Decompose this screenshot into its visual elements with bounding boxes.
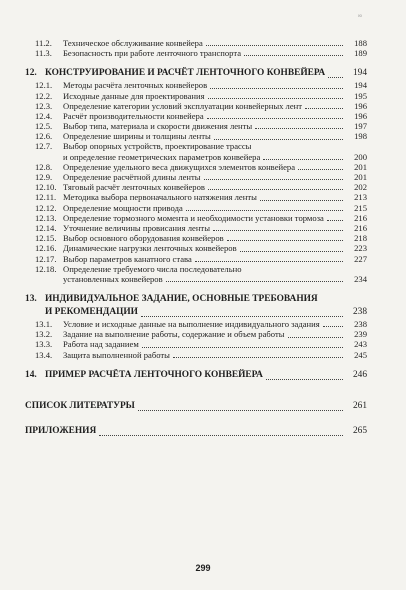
entry-page: 196: [354, 100, 367, 111]
entry-number: 12.3.: [35, 100, 53, 111]
entry-page: 216: [354, 212, 367, 223]
entry-page: 196: [354, 110, 367, 121]
entry-page: 218: [354, 233, 367, 244]
entry-title: Работа над заданием: [63, 339, 139, 350]
dot-leader: [186, 210, 343, 211]
dot-leader: [327, 220, 343, 221]
dot-leader: [288, 337, 343, 338]
chapter-12-heading: [25, 67, 367, 80]
entry-page: 189: [354, 48, 367, 59]
entry-title: Определение категории условий эксплуатации конвейерных лент: [63, 100, 302, 111]
chapter-title: ИНДИВИДУАЛЬНОЕ ЗАДАНИЕ, ОСНОВНЫЕ ТРЕБОВАНИЯ: [45, 294, 318, 305]
toc-entry: [25, 274, 367, 284]
entry-page: 227: [354, 253, 367, 264]
dot-leader: [227, 240, 343, 241]
entry-title: Методика выбора первоначального натяжения ленты: [63, 192, 257, 203]
entry-number: 12.7.: [35, 141, 53, 152]
toc-entry: [25, 223, 367, 233]
entry-number: 12.5.: [35, 121, 53, 132]
entry-page: 201: [354, 172, 367, 183]
entry-number: 12.14.: [35, 222, 57, 233]
chapter-page: 238: [352, 307, 367, 318]
dot-leader: [323, 326, 343, 327]
dot-leader: [99, 435, 343, 436]
dot-leader: [305, 108, 343, 109]
chapter-number: 14.: [25, 369, 37, 380]
chapter-13-heading-cont: [25, 306, 367, 319]
entry-title: Условие и исходные данные на выполнение индивидуального задания: [63, 319, 320, 330]
dot-leader: [208, 98, 343, 99]
entry-title: и определение геометрических параметров конвейера: [63, 151, 261, 162]
entry-title: Выбор опорных устройств, проектирование трассы: [63, 141, 252, 152]
entry-number: 12.10.: [35, 182, 57, 193]
toc-entry: [25, 172, 367, 182]
toc-entry: [25, 233, 367, 243]
entry-number: 13.3.: [35, 339, 53, 350]
entry-number: 12.8.: [35, 161, 53, 172]
entry-page: 201: [354, 161, 367, 172]
dot-leader: [173, 357, 343, 358]
literature-heading: [25, 400, 367, 413]
dot-leader: [141, 316, 343, 317]
chapter-title: ПРИМЕР РАСЧЁТА ЛЕНТОЧНОГО КОНВЕЙЕРА: [45, 369, 263, 380]
toc-section-13: [25, 319, 367, 360]
entry-title: Исходные данные для проектирования: [63, 90, 205, 101]
chapter-13-heading: [25, 293, 367, 306]
toc-entry: [25, 91, 367, 101]
dot-leader: [195, 261, 343, 262]
dot-leader: [328, 77, 343, 78]
entry-number: 12.6.: [35, 131, 53, 142]
entry-number: 12.4.: [35, 110, 53, 121]
entry-page: 198: [354, 131, 367, 142]
entry-title: Тяговый расчёт ленточных конвейеров: [63, 182, 205, 193]
toc-entry: [25, 38, 367, 48]
entry-number: 12.15.: [35, 233, 57, 244]
entry-title: Выбор параметров канатного става: [63, 253, 192, 264]
entry-number: 12.16.: [35, 243, 57, 254]
entry-page: 213: [354, 192, 367, 203]
toc-entry: [25, 111, 367, 121]
toc-entry: [25, 152, 367, 162]
toc-entry: [25, 101, 367, 111]
entry-page: 223: [354, 243, 367, 254]
toc-section-11: [25, 38, 367, 58]
toc-entry: [25, 131, 367, 141]
dot-leader: [214, 139, 343, 140]
toc-entry: [25, 319, 367, 329]
chapter-title: КОНСТРУИРОВАНИЕ И РАСЧЁТ ЛЕНТОЧНОГО КОНВЕЙЕРА: [45, 68, 326, 79]
entry-title: Определение ширины и толщины ленты: [63, 131, 211, 142]
toc-entry: [25, 213, 367, 223]
dot-leader: [263, 159, 343, 160]
entry-title: Расчёт производительности конвейера: [63, 110, 204, 121]
entry-number: 13.2.: [35, 329, 53, 340]
entry-number: 13.4.: [35, 349, 53, 360]
dot-leader: [255, 128, 343, 129]
chapter-page: 246: [352, 369, 367, 380]
dot-leader: [298, 169, 343, 170]
chapter-page: 194: [352, 68, 367, 79]
dot-leader: [213, 230, 343, 231]
entry-title: Выбор типа, материала и скорости движения ленты: [63, 121, 253, 132]
dot-leader: [208, 189, 343, 190]
entry-page: 238: [354, 319, 367, 330]
dot-leader: [260, 200, 343, 201]
entry-title: Динамические нагрузки ленточных конвейеров: [63, 243, 237, 254]
toc-entry: [25, 48, 367, 58]
entry-number: 12.17.: [35, 253, 57, 264]
toc-entry: [25, 203, 367, 213]
toc-entry: [25, 340, 367, 350]
entry-page: 202: [354, 182, 367, 193]
entry-page: 194: [354, 80, 367, 91]
entry-number: 12.13.: [35, 212, 57, 223]
entry-title: Техническое обслуживание конвейера: [63, 37, 203, 48]
toc-entry: [25, 80, 367, 90]
toc-entry: [25, 182, 367, 192]
entry-number: 11.2.: [35, 37, 52, 48]
chapter-number: 13.: [25, 294, 37, 305]
dot-leader: [166, 281, 343, 282]
entry-page: 243: [354, 339, 367, 350]
toc-entry: [25, 264, 367, 274]
entry-page: 195: [354, 90, 367, 101]
entry-title: Выбор основного оборудования конвейеров: [63, 233, 224, 244]
dot-leader: [240, 251, 343, 252]
entry-page: 197: [354, 121, 367, 132]
entry-number: 12.1.: [35, 80, 53, 91]
toc-entry: [25, 142, 367, 152]
chapter-title-cont: И РЕКОМЕНДАЦИИ: [45, 307, 138, 318]
entry-title: Методы расчёта ленточных конвейеров: [63, 80, 208, 91]
dot-leader: [204, 179, 343, 180]
entry-number: 12.18.: [35, 263, 57, 274]
dot-leader: [138, 410, 343, 411]
corner-mark: ю: [358, 14, 362, 19]
appendix-title: ПРИЛОЖЕНИЯ: [25, 425, 97, 436]
entry-page: 245: [354, 349, 367, 360]
toc-entry: [25, 350, 367, 360]
toc-entry: [25, 192, 367, 202]
toc-entry: [25, 329, 367, 339]
literature-title: СПИСОК ЛИТЕРАТУРЫ: [25, 400, 135, 411]
toc-entry: [25, 254, 367, 264]
entry-number: 12.9.: [35, 172, 53, 183]
entry-number: 12.12.: [35, 202, 57, 213]
dot-leader: [210, 88, 343, 89]
toc-section-12: [25, 80, 367, 284]
entry-page: 239: [354, 329, 367, 340]
dot-leader: [142, 347, 343, 348]
entry-title: Определение расчётной длины ленты: [63, 172, 201, 183]
entry-title: Уточнение величины провисания ленты: [63, 222, 210, 233]
entry-page: 188: [354, 37, 367, 48]
entry-title: Определение мощности привода: [63, 202, 183, 213]
dot-leader: [206, 45, 343, 46]
entry-title: Безопасность при работе ленточного транспорта: [63, 48, 242, 59]
entry-page: 200: [354, 151, 367, 162]
entry-page: 216: [354, 222, 367, 233]
entry-page: 234: [354, 273, 367, 284]
entry-number: 13.1.: [35, 319, 53, 330]
literature-page: 261: [352, 400, 367, 411]
chapter-14-heading: [25, 369, 367, 382]
entry-title: Определение требуемого числа последовательно: [63, 263, 242, 274]
entry-number: 11.3.: [35, 48, 52, 59]
entry-title: Защита выполненной работы: [63, 349, 170, 360]
appendix-page: 265: [352, 425, 367, 436]
dot-leader: [244, 55, 343, 56]
dot-leader: [207, 118, 343, 119]
appendix-heading: [25, 425, 367, 438]
entry-page: 215: [354, 202, 367, 213]
page-number: 299: [195, 563, 211, 573]
toc-entry: [25, 121, 367, 131]
entry-number: 12.11.: [35, 192, 57, 203]
entry-title: Определение удельного веса движущихся элементов конвейера: [63, 161, 296, 172]
chapter-number: 12.: [25, 68, 37, 79]
entry-title: установленных конвейеров: [63, 273, 163, 284]
entry-number: 12.2.: [35, 90, 53, 101]
toc-entry: [25, 162, 367, 172]
table-of-contents: [25, 38, 367, 438]
entry-title: Задание на выполнение работы, содержание и объем работы: [63, 329, 285, 340]
dot-leader: [266, 379, 343, 380]
toc-entry: [25, 243, 367, 253]
entry-title: Определение тормозного момента и необходимости установки тормоза: [63, 212, 324, 223]
